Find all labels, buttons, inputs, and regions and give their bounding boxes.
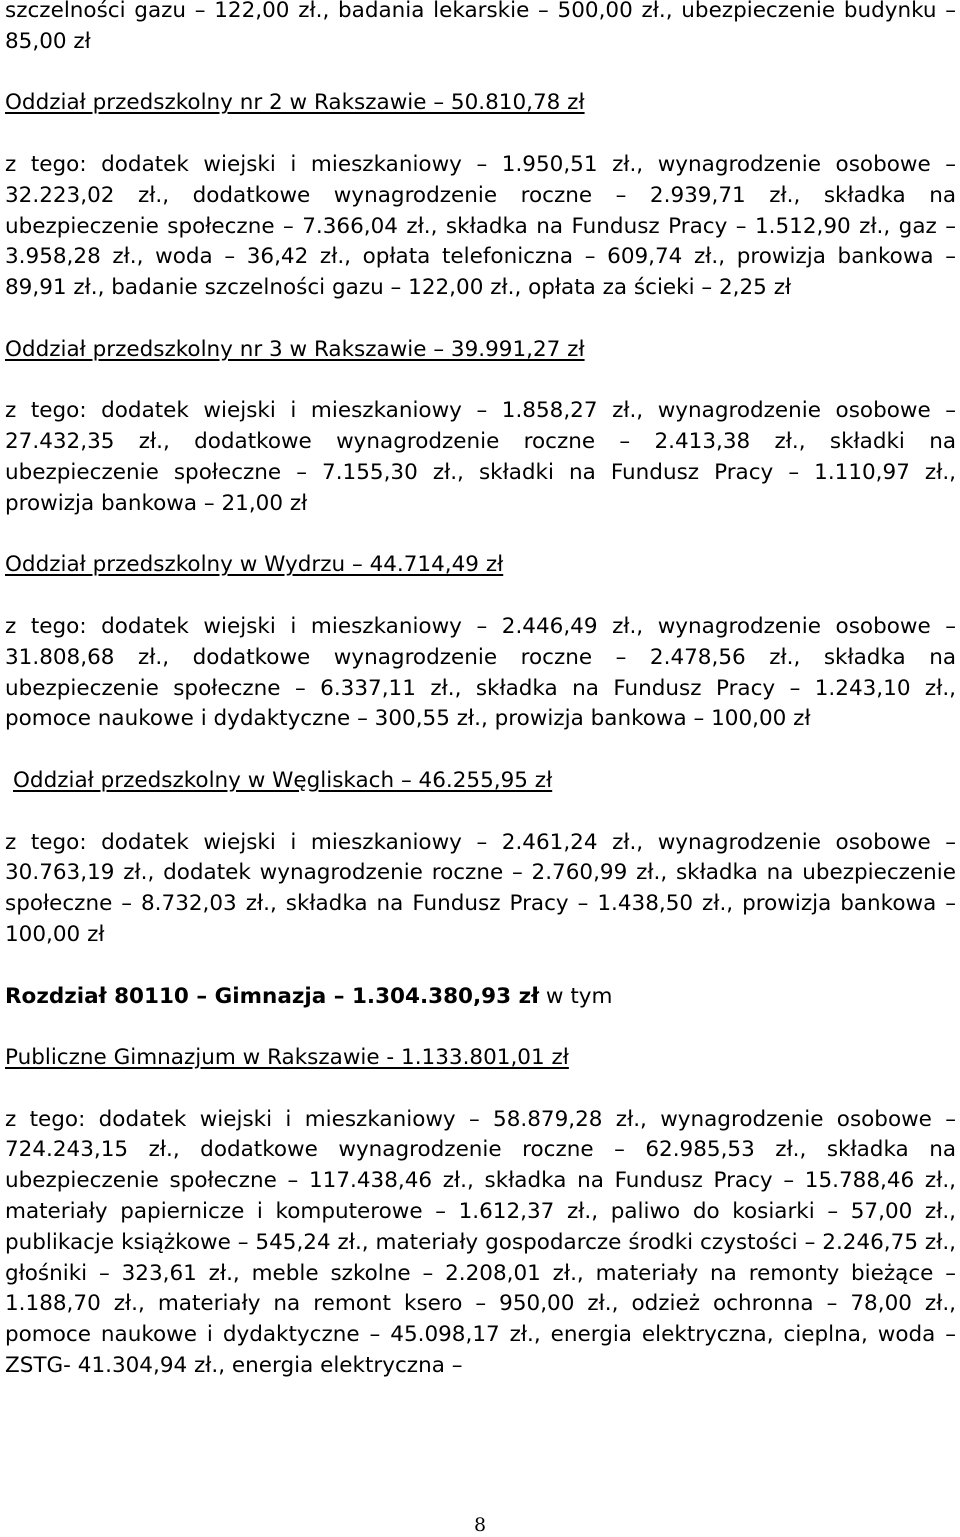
spacer	[5, 735, 956, 766]
spacer	[5, 951, 956, 982]
section-details: z tego: dodatek wiejski i mieszkaniowy – 58.879,28 zł., wynagrodzenie osobowe – 724.243,15 zł., dodatkowe wynagrodzenie roczne – 62.985,53 zł., składka na ubezpieczenie społeczne – 117.438,46 zł., składka na Fundusz Pracy – 15.788,46 zł., materiały papiernicze i komputerowe – 1.612,37 zł., paliwo do kosiarki – 57,00 zł., publikacje książkowe – 545,24 zł., materiały gospodarcze środki czystości – 2.246,75 zł., głośniki – 323,61 zł., meble szkolne – 2.208,01 zł., materiały na remonty bieżące – 1.188,70 zł., materiały na remont ksero – 950,00 zł., odzież ochronna – 78,00 zł., pomoce naukowe i dydaktyczne – 45.098,17 zł., energia elektryczna, cieplna, woda – ZSTG- 41.304,94 zł., energia elektryczna –	[5, 1106, 956, 1379]
spacer	[5, 520, 956, 551]
spacer	[5, 58, 956, 89]
page-number: 8	[473, 1514, 487, 1536]
section-details: z tego: dodatek wiejski i mieszkaniowy – 2.446,49 zł., wynagrodzenie osobowe – 31.808,68 zł., dodatkowe wynagrodzenie roczne – 2.478,56 zł., składka na ubezpieczenie społeczne – 6.337,11 zł., składka na Fundusz Pracy – 1.243,10 zł., pomoce naukowe i dydaktyczne – 300,55 zł., prowizja bankowa – 100,00 zł	[5, 613, 956, 732]
rozdzial-title: Rozdział 80110 – Gimnazja – 1.304.380,93 zł	[5, 983, 540, 1009]
spacer	[5, 366, 956, 397]
spacer	[5, 119, 956, 150]
section-oddzial-wydrze	[5, 550, 956, 766]
section-heading: Oddział przedszkolny nr 3 w Rakszawie – 39.991,27 zł	[5, 336, 585, 362]
document-page	[5, 0, 956, 1382]
section-oddzial-2	[5, 88, 956, 334]
section-gimnazjum	[5, 1043, 956, 1382]
spacer	[5, 1012, 956, 1043]
section-details: z tego: dodatek wiejski i mieszkaniowy – 2.461,24 zł., wynagrodzenie osobowe – 30.763,19 zł., dodatek wynagrodzenie roczne – 2.760,99 zł., składka na ubezpieczenie społeczne – 8.732,03 zł., składka na Fundusz Pracy – 1.438,50 zł., prowizja bankowa – 100,00 zł	[5, 829, 956, 947]
continuation-paragraph: szczelności gazu – 122,00 zł., badania lekarskie – 500,00 zł., ubezpieczenie budynku – 85,00 zł	[5, 0, 956, 54]
spacer	[5, 304, 956, 335]
rozdzial-heading	[5, 982, 956, 1013]
section-heading: Oddział przedszkolny nr 2 w Rakszawie – 50.810,78 zł	[5, 90, 585, 116]
spacer	[5, 1074, 956, 1105]
section-oddzial-3	[5, 335, 956, 551]
section-oddzial-wegliska	[5, 766, 956, 982]
spacer	[5, 581, 956, 612]
section-heading: Oddział przedszkolny w Węgliskach – 46.255,95 zł	[13, 767, 553, 793]
section-heading: Oddział przedszkolny w Wydrzu – 44.714,49 zł	[5, 552, 504, 578]
section-details: z tego: dodatek wiejski i mieszkaniowy – 1.950,51 zł., wynagrodzenie osobowe – 32.223,02 zł., dodatkowe wynagrodzenie roczne – 2.939,71 zł., składka na ubezpieczenie społeczne – 7.366,04 zł., składka na Fundusz Pracy – 1.512,90 zł., gaz – 3.958,28 zł., woda – 36,42 zł., opłata telefoniczna – 609,74 zł., prowizja bankowa – 89,91 zł., badanie szczelności gazu – 122,00 zł., opłata za ścieki – 2,25 zł	[5, 151, 956, 301]
section-heading: Publiczne Gimnazjum w Rakszawie - 1.133.801,01 zł	[5, 1045, 569, 1071]
rozdzial-suffix: w tym	[545, 983, 613, 1009]
section-details: z tego: dodatek wiejski i mieszkaniowy – 1.858,27 zł., wynagrodzenie osobowe – 27.432,35 zł., dodatkowe wynagrodzenie roczne – 2.413,38 zł., składki na ubezpieczenie społeczne – 7.155,30 zł., składki na Fundusz Pracy – 1.110,97 zł., prowizja bankowa – 21,00 zł	[5, 398, 956, 516]
spacer	[5, 797, 956, 828]
